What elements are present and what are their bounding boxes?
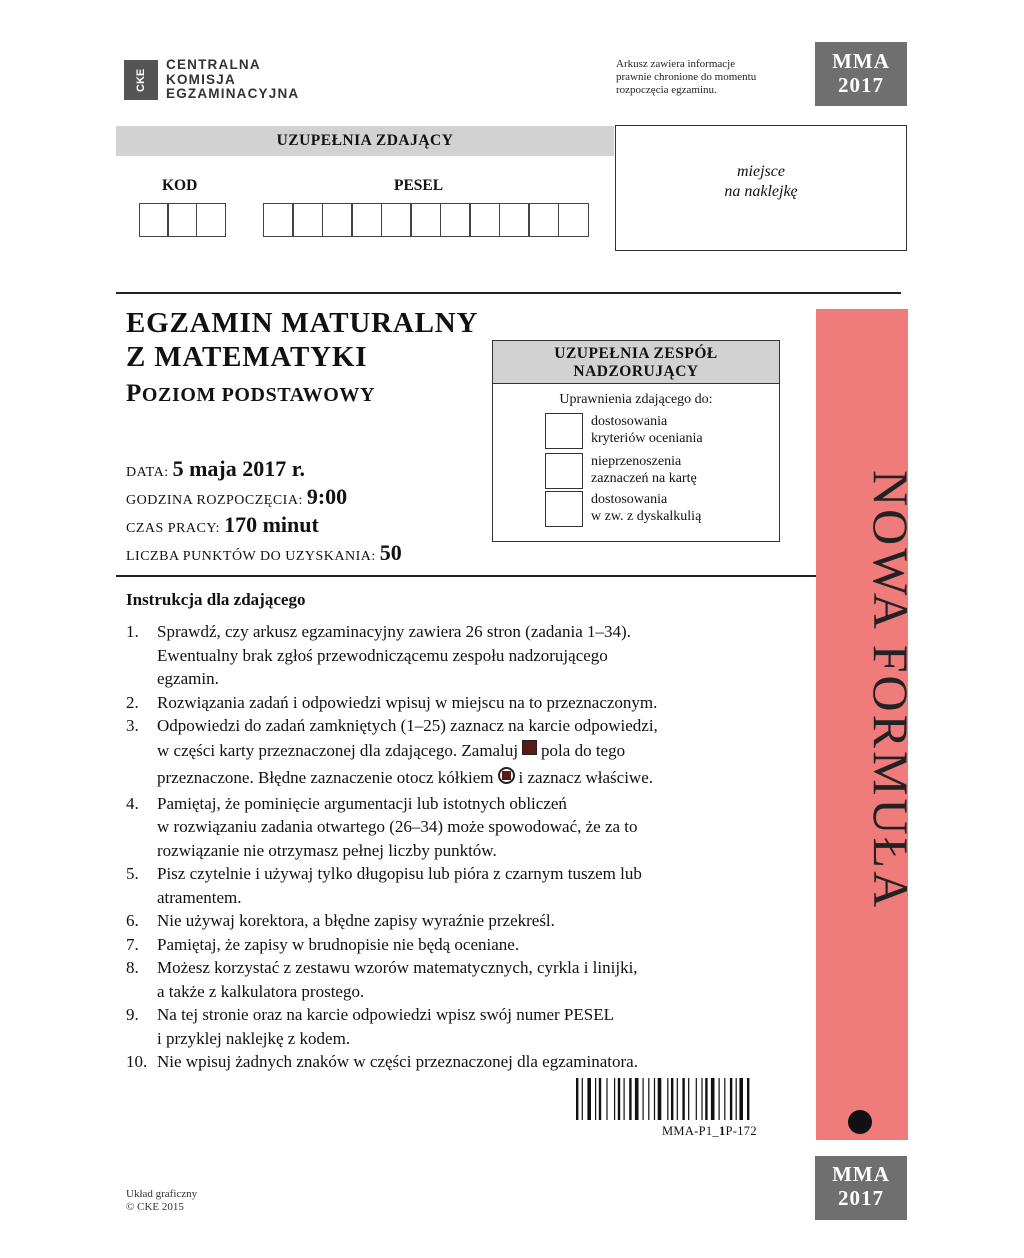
option-row bbox=[545, 413, 703, 449]
option-line: zaznaczeń na kartę bbox=[591, 471, 697, 486]
sticker-area bbox=[615, 125, 907, 251]
item-number: 6. bbox=[126, 911, 139, 930]
filled-square-icon bbox=[522, 740, 537, 755]
option-line: w zw. z dyskalkulią bbox=[591, 509, 702, 524]
option-line: nieprzenoszenia bbox=[591, 454, 682, 469]
exam-code: MMA bbox=[832, 49, 890, 73]
formula-band-text: NOWA FORMUŁA bbox=[863, 470, 919, 911]
pesel-box[interactable] bbox=[528, 203, 559, 237]
pesel-box[interactable] bbox=[499, 203, 530, 237]
instruction-line: Pisz czytelnie i używaj tylko długopisu lub pióra z czarnym tuszem lub bbox=[157, 864, 642, 883]
item-number: 1. bbox=[126, 622, 139, 641]
pesel-label: PESEL bbox=[394, 177, 444, 194]
kod-box[interactable] bbox=[139, 203, 169, 237]
instruction-line: atramentem. bbox=[157, 887, 242, 907]
pesel-box[interactable] bbox=[292, 203, 323, 237]
date-label: DATA: bbox=[126, 465, 173, 480]
option-row bbox=[545, 491, 701, 527]
barcode-label-part: 1 bbox=[718, 1124, 726, 1138]
kod-box[interactable] bbox=[196, 203, 226, 237]
instruction-line: rozwiązanie nie otrzymasz pełnej liczby punktów. bbox=[157, 840, 497, 860]
instruction-line: Nie wpisuj żadnych znaków w części przeznaczonej dla egzaminatora. bbox=[157, 1052, 638, 1071]
divider bbox=[116, 575, 816, 577]
notice-line: prawnie chronione do momentu bbox=[616, 71, 757, 83]
instruction-line: Możesz korzystać z zestawu wzorów matematycznych, cyrkla i linijki, bbox=[157, 958, 638, 977]
instruction-line bbox=[157, 738, 806, 764]
level-rest: OZIOM PODSTAWOWY bbox=[141, 384, 376, 406]
pesel-box[interactable] bbox=[440, 203, 471, 237]
exam-year: 2017 bbox=[838, 1186, 884, 1210]
exam-duration bbox=[126, 512, 319, 538]
option-line: kryteriów oceniania bbox=[591, 431, 703, 446]
points-label: LICZBA PUNKTÓW DO UZYSKANIA: bbox=[126, 549, 380, 564]
exam-title-line: EGZAMIN MATURALNY bbox=[126, 307, 479, 339]
instruction-line bbox=[157, 764, 806, 792]
option-checkbox[interactable] bbox=[545, 413, 583, 449]
option-checkbox[interactable] bbox=[545, 491, 583, 527]
option-label bbox=[591, 491, 701, 525]
duration-label: CZAS PRACY: bbox=[126, 521, 225, 536]
exam-year: 2017 bbox=[838, 73, 884, 97]
candidate-section-header: UZUPEŁNIA ZDAJĄCY bbox=[116, 126, 614, 156]
notice-line: rozpoczęcia egzaminu. bbox=[616, 84, 717, 96]
barcode-icon bbox=[576, 1078, 796, 1120]
instruction-line: Pamiętaj, że pominięcie argumentacji lub istotnych obliczeń bbox=[157, 793, 567, 813]
barcode-label-part: P-172 bbox=[725, 1124, 757, 1138]
confidentiality-notice bbox=[616, 58, 806, 97]
kod-field[interactable] bbox=[140, 203, 226, 237]
instruction-item bbox=[126, 909, 806, 933]
supervisor-header-line: NADZORUJĄCY bbox=[573, 363, 699, 380]
item-number: 2. bbox=[126, 692, 139, 712]
pesel-box[interactable] bbox=[410, 203, 441, 237]
option-checkbox[interactable] bbox=[545, 453, 583, 489]
pesel-box[interactable] bbox=[263, 203, 294, 237]
kod-box[interactable] bbox=[167, 203, 197, 237]
instructions-title: Instrukcja dla zdającego bbox=[126, 590, 306, 609]
barcode-label bbox=[662, 1124, 757, 1139]
item-number: 8. bbox=[126, 958, 139, 977]
instruction-line: a także z kalkulatora prostego. bbox=[157, 981, 365, 1001]
level-initial: P bbox=[126, 380, 142, 407]
option-line: dostosowania bbox=[591, 414, 668, 429]
supervisor-box bbox=[492, 340, 780, 542]
exam-code-badge bbox=[815, 42, 907, 106]
item-number: 5. bbox=[126, 864, 139, 883]
instruction-item bbox=[126, 792, 806, 863]
instruction-line: egzamin. bbox=[157, 669, 219, 688]
instruction-line: Ewentualny brak zgłoś przewodniczącemu zespołu nadzorującego bbox=[157, 645, 608, 665]
item-number: 9. bbox=[126, 1005, 139, 1024]
divider bbox=[116, 292, 901, 294]
pesel-box[interactable] bbox=[381, 203, 412, 237]
supervisor-subtitle: Uprawnienia zdającego do: bbox=[559, 392, 713, 407]
item-number: 10. bbox=[126, 1052, 148, 1071]
pesel-field[interactable] bbox=[264, 203, 589, 237]
barcode-label-part: MMA-P1_ bbox=[662, 1124, 719, 1138]
points-value: 50 bbox=[379, 540, 402, 565]
cke-logo-icon: CKE bbox=[124, 60, 158, 100]
exam-points bbox=[126, 540, 402, 566]
footer bbox=[126, 1188, 197, 1214]
exam-code-badge-bottom bbox=[815, 1156, 907, 1220]
exam-title bbox=[126, 306, 478, 374]
exam-date bbox=[126, 456, 305, 482]
pesel-box[interactable] bbox=[558, 203, 589, 237]
institution-name bbox=[166, 58, 299, 102]
kod-label: KOD bbox=[162, 177, 198, 194]
exam-title-line: Z MATEMATYKI bbox=[126, 341, 368, 373]
notice-line: Arkusz zawiera informacje bbox=[616, 58, 736, 70]
item-number: 4. bbox=[126, 793, 139, 813]
instruction-line: Nie używaj korektora, a błędne zapisy wyraźnie przekreśl. bbox=[157, 911, 555, 930]
exam-level bbox=[126, 380, 375, 408]
item-number: 7. bbox=[126, 934, 139, 954]
instruction-line: Pamiętaj, że zapisy w brudnopisie nie będą oceniane. bbox=[157, 934, 520, 954]
option-line: dostosowania bbox=[591, 492, 668, 507]
supervisor-header bbox=[493, 341, 779, 384]
instruction-line: Odpowiedzi do zadań zamkniętych (1–25) zaznacz na karcie odpowiedzi, bbox=[157, 716, 658, 735]
instruction-text: w części karty przeznaczonej dla zdającego. Zamaluj bbox=[157, 740, 519, 760]
start-label: GODZINA ROZPOCZĘCIA: bbox=[126, 493, 307, 508]
sticker-line: na naklejkę bbox=[724, 183, 798, 200]
option-label bbox=[591, 413, 703, 447]
option-row bbox=[545, 453, 697, 489]
instruction-item bbox=[126, 714, 806, 792]
instruction-line: Rozwiązania zadań i odpowiedzi wpisuj w miejscu na to przeznaczonym. bbox=[157, 692, 658, 712]
date-value: 5 maja 2017 r. bbox=[172, 456, 306, 481]
instruction-item bbox=[126, 1050, 806, 1074]
instruction-line: i przyklej naklejkę z kodem. bbox=[157, 1028, 351, 1048]
instruction-text: i zaznacz właściwe. bbox=[518, 767, 653, 787]
option-label bbox=[591, 453, 697, 487]
pesel-box[interactable] bbox=[322, 203, 353, 237]
instruction-line: Sprawdź, czy arkusz egzaminacyjny zawiera 26 stron (zadania 1–34). bbox=[157, 622, 631, 641]
institution-line: KOMISJA bbox=[166, 71, 236, 87]
sticker-line: miejsce bbox=[737, 163, 785, 180]
supervisor-header-line: UZUPEŁNIA ZESPÓŁ bbox=[554, 345, 718, 362]
instruction-item bbox=[126, 933, 806, 957]
start-value: 9:00 bbox=[306, 484, 348, 509]
duration-value: 170 minut bbox=[224, 512, 319, 537]
instruction-text: przeznaczone. Błędne zaznaczenie otocz kółkiem bbox=[157, 767, 494, 787]
item-number: 3. bbox=[126, 716, 139, 735]
exam-start bbox=[126, 484, 347, 510]
exam-code: MMA bbox=[832, 1162, 890, 1186]
instruction-line: w rozwiązaniu zadania otwartego (26–34) może spowodować, że za to bbox=[157, 817, 638, 836]
institution-line: EGZAMINACYJNA bbox=[166, 86, 300, 101]
black-dot-icon bbox=[848, 1110, 872, 1134]
footer-line: Układ graficzny bbox=[126, 1188, 198, 1200]
instruction-item bbox=[126, 620, 806, 691]
instruction-item bbox=[126, 956, 806, 1003]
instruction-item bbox=[126, 1003, 806, 1050]
instruction-item bbox=[126, 862, 806, 909]
instruction-text: pola do tego bbox=[541, 740, 626, 760]
instruction-line: Na tej stronie oraz na karcie odpowiedzi wpisz swój numer PESEL bbox=[157, 1005, 614, 1024]
pesel-box[interactable] bbox=[469, 203, 500, 237]
instruction-item bbox=[126, 691, 806, 715]
institution-line: CENTRALNA bbox=[166, 57, 261, 72]
circled-square-icon bbox=[498, 767, 515, 784]
instructions-list bbox=[126, 620, 806, 1074]
footer-line: © CKE 2015 bbox=[126, 1201, 184, 1213]
pesel-box[interactable] bbox=[351, 203, 382, 237]
